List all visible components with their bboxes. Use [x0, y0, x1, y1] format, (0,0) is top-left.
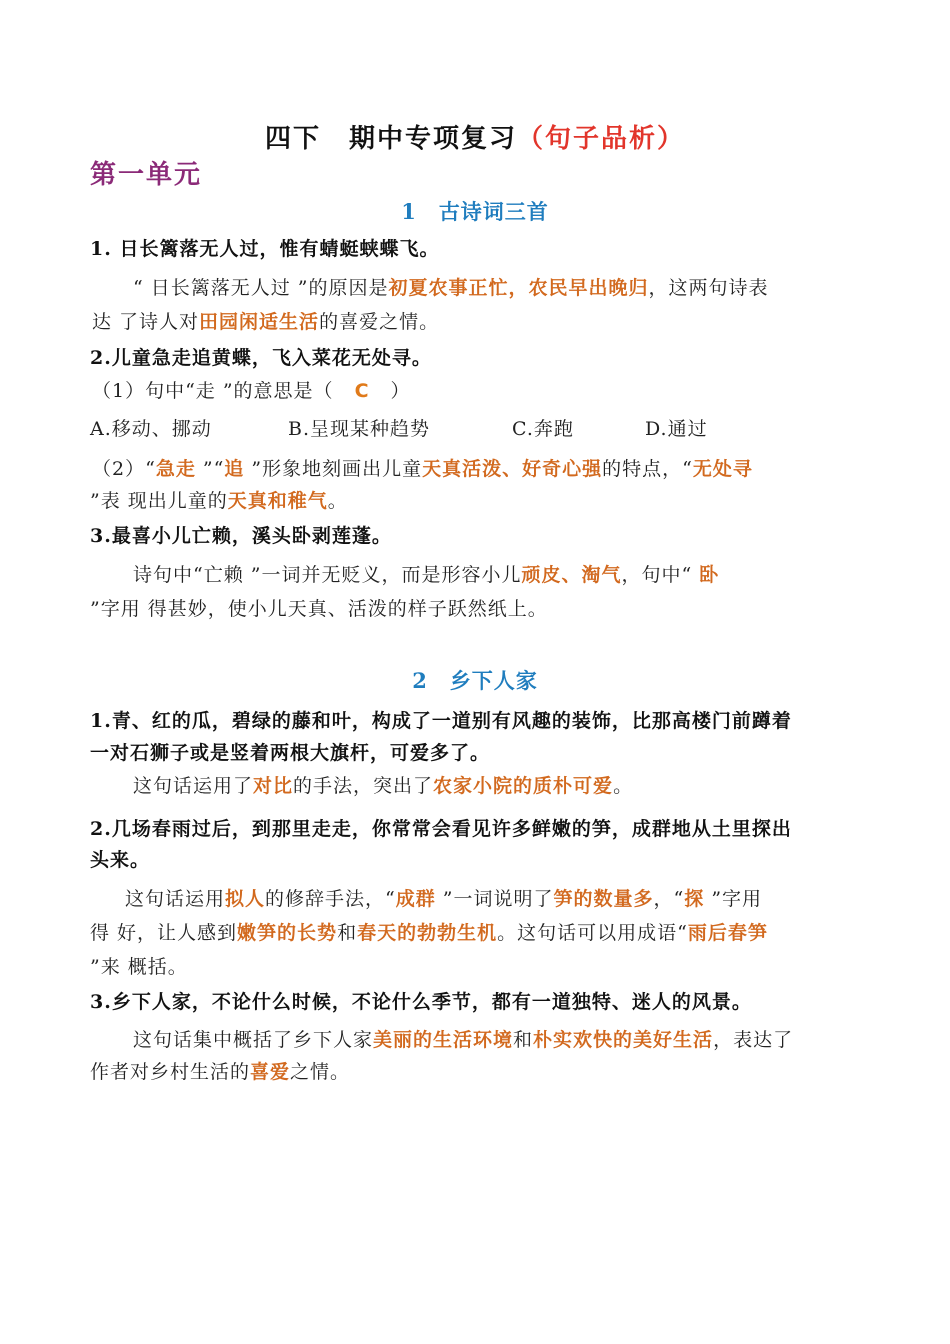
unit-title: 第一单元 — [90, 160, 203, 190]
title-highlight: （句子品析） — [517, 124, 686, 154]
key-phrase: 对比 — [253, 775, 294, 797]
text: ”一词说明了 — [435, 888, 554, 910]
answer-line — [125, 884, 762, 911]
text: ，句中“ — [621, 564, 700, 586]
key-phrase: 笋的数量多 — [553, 888, 654, 910]
answer-line — [90, 952, 188, 979]
text: 的喜爱之情。 — [319, 311, 440, 333]
text: ） — [390, 380, 411, 402]
sub-question-2 — [92, 454, 753, 481]
key-phrase: 朴实欢快的美好生活 — [533, 1029, 714, 1051]
text: 这句话运用 — [125, 888, 226, 910]
key-phrase: 拟人 — [225, 888, 266, 910]
question-1-1: 1. 日长篱落无人过，惟有蜻蜓蛱蝶飞。 — [90, 238, 440, 260]
answer-line — [92, 307, 439, 334]
question-2-2: 2.几场春雨过后，到那里走走，你常常会看见许多鲜嫩的笋，成群地从土里探出 — [90, 818, 792, 840]
text: 和 — [513, 1029, 534, 1051]
key-phrase: 嫩笋的长势 — [237, 922, 338, 944]
text: ，这两句诗表 — [648, 277, 769, 299]
answer-line — [133, 771, 633, 798]
text: 。这句话可以用成语“ — [497, 922, 688, 944]
answer-line — [133, 560, 719, 587]
text: ，表达了 — [713, 1029, 794, 1051]
question-1-3: 3.最喜小儿亡赖，溪头卧剥莲蓬。 — [90, 525, 392, 547]
title-main: 四下 期中专项复习 — [264, 124, 517, 154]
option-c: C.奔跑 — [512, 418, 574, 440]
answer-line — [90, 486, 348, 513]
text: 诗句中“亡赖 ”一词并无贬义，而是形容小儿 — [133, 564, 522, 586]
text: ，“ — [653, 888, 685, 910]
question-2-2-cont: 头来。 — [90, 849, 151, 871]
key-phrase: 无处寻 — [692, 458, 753, 480]
key-phrase: 天真活泼、好奇心强 — [422, 458, 603, 480]
lesson-heading-1: 1 古诗词三首 — [401, 199, 549, 224]
key-phrase: 成群 — [395, 888, 436, 910]
key-phrase: 喜爱 — [250, 1061, 291, 1083]
text: ”字用 — [704, 888, 763, 910]
text: ”字用 得甚妙，使小儿天真、活泼的样子跃然纸上。 — [90, 598, 548, 620]
key-phrase: 追 — [224, 458, 245, 480]
text: 和 — [337, 922, 358, 944]
text: ”形象地刻画出儿童 — [244, 458, 423, 480]
sub-question-1 — [92, 376, 411, 403]
lesson-heading-2: 2 乡下人家 — [412, 668, 538, 693]
key-phrase: 农家小院的质朴可爱 — [433, 775, 614, 797]
text: 。 — [613, 775, 634, 797]
question-2-1: 1.青、红的瓜，碧绿的藤和叶，构成了一道别有风趣的装饰，比那高楼门前蹲着 — [90, 710, 792, 732]
text: “ 日长篱落无人过 ”的原因是 — [133, 277, 389, 299]
text: ”表 现出儿童的 — [90, 490, 228, 512]
key-phrase: 顽皮、淘气 — [521, 564, 622, 586]
text: ”“ — [195, 458, 225, 480]
question-2-3: 3.乡下人家，不论什么时候，不论什么季节，都有一道独特、迷人的风景。 — [90, 991, 752, 1013]
text: ”来 概括。 — [90, 956, 188, 978]
answer-line — [90, 1057, 350, 1084]
answer-line — [90, 918, 768, 945]
text: 得 好，让人感到 — [90, 922, 238, 944]
text: 之情。 — [290, 1061, 351, 1083]
key-phrase: 雨后春笋 — [687, 922, 768, 944]
text: 的特点，“ — [602, 458, 693, 480]
key-phrase: 田园闲适生活 — [199, 311, 320, 333]
page-title — [0, 118, 950, 155]
key-phrase: 春天的勃勃生机 — [357, 922, 498, 944]
option-b: B.呈现某种趋势 — [288, 418, 431, 440]
option-a: A.移动、挪动 — [90, 418, 212, 440]
key-phrase: 急走 — [155, 458, 196, 480]
answer-choice: C — [354, 380, 370, 402]
option-d: D.通过 — [645, 418, 708, 440]
answer-line — [90, 594, 548, 621]
answer-line — [133, 1025, 793, 1052]
text: 这句话集中概括了乡下人家 — [133, 1029, 374, 1051]
key-phrase: 探 — [684, 888, 705, 910]
key-phrase: 卧 — [699, 564, 720, 586]
key-phrase: 初夏农事正忙，农民早出晚归 — [388, 277, 649, 299]
text: 。 — [327, 490, 348, 512]
answer-line — [133, 273, 769, 300]
text: （1）句中“走 ”的意思是（ — [92, 380, 334, 402]
text: 的手法，突出了 — [293, 775, 434, 797]
text: 作者对乡村生活的 — [90, 1061, 251, 1083]
question-1-2: 2.儿童急走追黄蝶，飞入菜花无处寻。 — [90, 347, 432, 369]
key-phrase: 天真和稚气 — [227, 490, 328, 512]
key-phrase: 美丽的生活环境 — [373, 1029, 514, 1051]
text: 这句话运用了 — [133, 775, 254, 797]
text: （2）“ — [92, 458, 156, 480]
text: 达 了诗人对 — [92, 311, 200, 333]
question-2-1-cont: 一对石狮子或是竖着两根大旗杆，可爱多了。 — [90, 742, 491, 764]
text: 的修辞手法，“ — [265, 888, 396, 910]
